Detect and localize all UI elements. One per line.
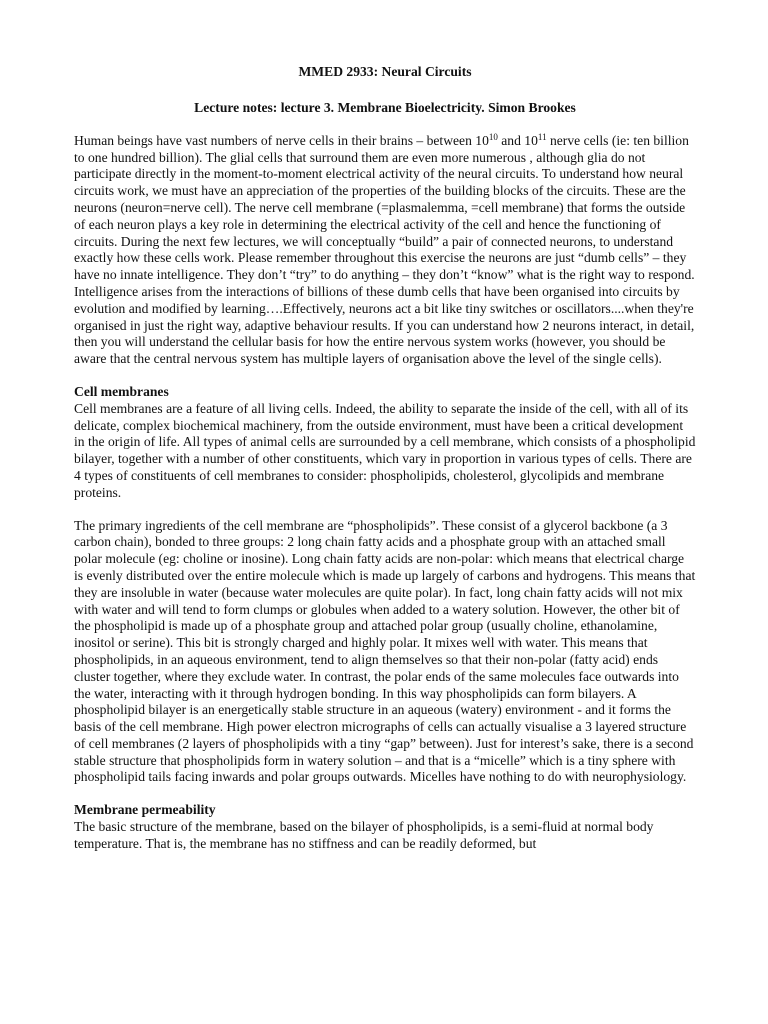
exponent-11: 11 xyxy=(537,131,547,142)
intro-text-part2: and 10 xyxy=(497,132,538,148)
document-title: MMED 2933: Neural Circuits xyxy=(298,64,472,79)
intro-paragraph xyxy=(74,133,696,368)
exponent-10: 10 xyxy=(488,131,498,142)
section-heading-membrane-permeability: Membrane permeability xyxy=(74,802,216,818)
intro-text-part3: nerve cells (ie: ten billion to one hundred billion). The glial cells that surround them are even more numerous , although glia do not participate directly in the moment-to-moment electrical activity of the neural circuits. To understand how neural circuits work, we must have an appreciation of the properties of the building blocks of the circuits. These are the neurons (neuron=nerve cell). The nerve cell membrane (=plasmalemma, =cell membrane) that forms the outside of each neuron plays a key role in determining the electrical activity of the cell and hence the functioning of circuits. During the next few lectures, we will conceptually “build” a pair of connected neurons, to understand exactly how these cells work. Please remember throughout this exercise the neurons are just “dumb cells” – they have no innate intelligence. They don’t “try” to do anything – they don’t “know” what is the right way to respond. Intelligence arises from the interactions of billions of these dumb cells that have been organised into circuits by evolution and modified by learning….Effectively, neurons act a bit like tiny switches or oscillators....when they're organised in just the right way, adaptive behaviour results. If you can understand how 2 neurons interact, in detail, then you will understand the cellular basis for how the entire nervous system works (however, you should be aware that the central nervous system has multiple layers of organisation above the level of the single cells). xyxy=(74,132,695,367)
document-subtitle: Lecture notes: lecture 3. Membrane Bioelectricity. Simon Brookes xyxy=(194,100,576,115)
cell-membranes-paragraph-2: The primary ingredients of the cell membrane are “phospholipids”. These consist of a glycerol backbone (a 3 carbon chain), bonded to three groups: 2 long chain fatty acids and a phosphate group with an attached small polar molecule (eg: choline or inosine). Long chain fatty acids are non-polar: which means that electrical charge is evenly distributed over the entire molecule which is made up largely of carbons and hydrogens. This means that they are insoluble in water (because water molecules are quite polar). In fact, long chain fatty acids will not mix with water and will tend to form clumps or globules when added to a watery solution. However, the other bit of the phospholipid is made up of a phosphate group and attached polar group (usually choline, ethanolamine, inositol or serine). This bit is strongly charged and highly polar. It mixes well with water. This means that phospholipids, in an aqueous environment, tend to align themselves so that their non-polar (fatty acid) ends cluster together, where they exclude water. In contrast, the polar ends of the same molecules face outwards into the water, interacting with it through hydrogen bonding. In this way phospholipids can form bilayers. A phospholipid bilayer is an energetically stable structure in an aqueous (watery) environment - and it forms the basis of the cell membrane. High power electron micrographs of cells can actually visualise a 3 layered structure of cell membranes (2 layers of phospholipids with a tiny “gap” between). Just for interest’s sake, there is a second stable structure that phospholipids form in watery solution – and that is a “micelle” which is a tiny sphere with phospholipid tails facing inwards and polar groups outwards. Micelles have nothing to do with neurophysiology. xyxy=(74,517,696,785)
intro-text-part1: Human beings have vast numbers of nerve cells in their brains – between 10 xyxy=(74,132,489,148)
section-heading-cell-membranes: Cell membranes xyxy=(74,383,169,399)
membrane-permeability-paragraph-1: The basic structure of the membrane, based on the bilayer of phospholipids, is a semi-fluid at normal body temperature. That is, the membrane has no stiffness and can be readily deformed, but xyxy=(74,819,654,851)
document-page xyxy=(74,64,696,853)
cell-membranes-paragraph-1: Cell membranes are a feature of all living cells. Indeed, the ability to separate the inside of the cell, with all of its delicate, complex biochemical machinery, from the outside environment, must have been a critical development in the origin of life. All types of animal cells are surrounded by a cell membrane, which consists of a phospholipid bilayer, together with a number of other constituents, which vary in proportion in various types of cells. There are 4 types of constituents of cell membranes to consider: phospholipids, cholesterol, glycolipids and membrane proteins. xyxy=(74,400,696,500)
